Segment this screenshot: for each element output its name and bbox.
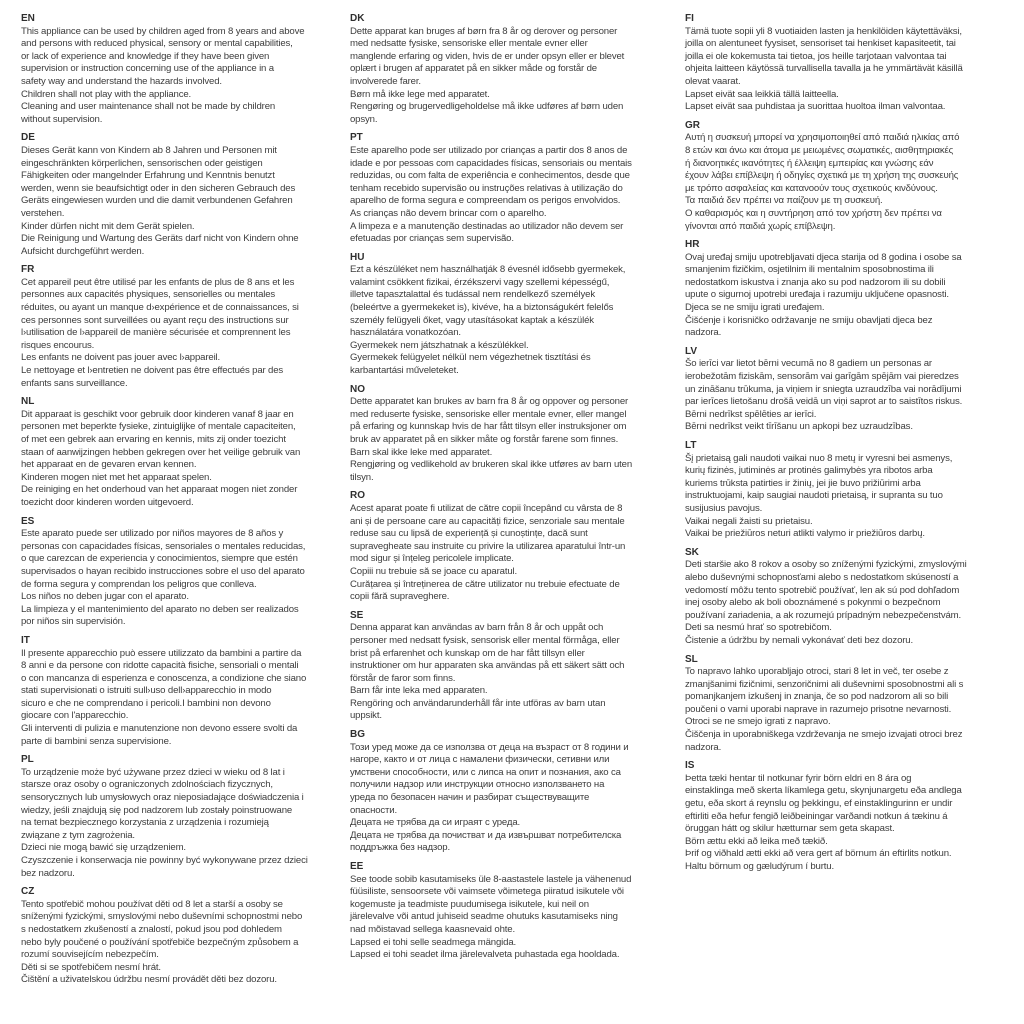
language-code-label: IT: [21, 634, 30, 646]
instruction-line: smanjenim fizičkim, osjetilnim ili mentalnim sposobnostima ili: [685, 264, 934, 276]
instruction-line: Gli interventi di pulizia e manutenzione non devono essere svolti da: [21, 723, 298, 735]
instruction-line: Šo ierīci var lietot bērni vecumā no 8 gadiem un personas ar: [685, 358, 932, 370]
instruction-line: Čiščenja in uporabniškega vzdrževanja ne smejo izvajati otroci brez: [685, 729, 963, 741]
instruction-line: Dieses Gerät kann von Kindern ab 8 Jahren und Personen mit: [21, 144, 277, 156]
instruction-line: bez nadzoru.: [21, 867, 75, 879]
instruction-line: kogemuste ja teadmiste puudumisega isikutele, kui neil on: [350, 898, 589, 910]
instruction-line: verstehen.: [21, 207, 65, 219]
language-section-dk: [350, 13, 680, 126]
instruction-line: Lapsed ei tohi seadet ilma järelevalveta puhastada ega hooldada.: [350, 949, 620, 961]
language-section-it: [21, 635, 347, 748]
instruction-line: Tämä tuote sopii yli 8 vuotiaiden lasten ja henkilöiden käytettäväksi,: [685, 25, 962, 37]
language-section-pl: [21, 754, 347, 880]
instruction-line: Rengøring og brugervedligeholdelse må ikke udføres af børn uden: [350, 101, 624, 113]
instruction-line: (beleértve a gyermekeket is), kivéve, ha a biztonságukért felelős: [350, 302, 614, 314]
instruction-line: efetuadas por crianças sem supervisão.: [350, 233, 514, 245]
instruction-line: To urządzenie może być używane przez dzieci w wieku od 8 lat i: [21, 766, 285, 778]
instruction-line: joilla on alentuneet fyysiset, sensoriset tai henkiset kapasiteetit, tai: [685, 38, 956, 50]
instruction-line: or lack of experience and knowledge if they have been given: [21, 50, 270, 62]
instruction-line: Lapset eivät saa puhdistaa ja suorittaa huoltoa ilman valvontaa.: [685, 101, 946, 113]
instruction-line: einstaklinga með skerta líkamlega getu, skynjunargetu eða andlega: [685, 785, 962, 797]
instruction-line: supervision or instruction concerning use of the appliance in a: [21, 63, 274, 75]
instruction-line: Czyszczenie i konserwacja nie powinny być wykonywane przez dzieci: [21, 855, 308, 866]
instruction-line: με τρόπο ασφαλείας και κατανοούν τους σχετικούς κινδύνους.: [685, 182, 938, 194]
language-code-label: FR: [21, 264, 35, 276]
instruction-line: Čistenie a údržbu by nemali vykonávať deti bez dozoru.: [685, 634, 914, 646]
instruction-line: Rengjøring og vedlikehold av brukeren skal ikke utføres av barn uten: [350, 459, 633, 471]
instruction-line: Lapsed ei tohi selle seadmega mängida.: [350, 936, 517, 948]
instruction-line: pomanjkanjem izkušenj in znanja, če so pod nadzorom ali so bili: [685, 691, 949, 703]
language-code-label: RO: [350, 490, 365, 502]
instruction-line: уреда по безопасен начин и разбират съществуващите: [350, 792, 590, 804]
instruction-line: De reiniging en het onderhoud van het apparaat mogen niet zonder: [21, 484, 298, 496]
language-section-de: [21, 132, 347, 258]
instruction-line: Kinderen mogen niet met het apparaat spelen.: [21, 471, 212, 483]
instruction-line: ierobežotām fiziskām, sensorām vai garīgām spējām vai pieredzes: [685, 371, 959, 383]
instruction-line: Децата не трябва да почистват и да извършват потребителска: [350, 829, 622, 841]
instruction-line: Barn får inte leka med apparaten.: [350, 685, 488, 697]
language-section-no: [350, 384, 680, 485]
instruction-line: involverede farer.: [350, 75, 421, 87]
instruction-line: o con mancanza di esperienza e conoscenza, a condizione che siano: [21, 672, 307, 684]
language-section-se: [350, 610, 680, 723]
column-2: [350, 13, 680, 968]
instruction-line: Tento spotřebič mohou používat děti od 8 let a starší a osoby se: [21, 898, 283, 910]
instruction-line: Otroci se ne smejo igrati z napravo.: [685, 716, 831, 728]
language-section-ro: [350, 490, 680, 603]
language-code-label: PT: [350, 132, 363, 144]
instruction-line: getu, eða skort á reynslu og þekkingu, ef einstaklingurinn er undir: [685, 798, 953, 810]
instruction-line: Dit apparaat is geschikt voor gebruik door kinderen vanaf 8 jaar en: [21, 408, 294, 420]
instruction-line: instruktuojami, kaip saugiai naudoti prietaisą, ir supranta su tuo: [685, 490, 943, 502]
instruction-line: idade e por pessoas com capacidades físicas, sensoriais ou mentais: [350, 157, 632, 169]
instruction-line: поддръжка без надзор.: [350, 842, 450, 854]
instruction-line: susijusius pavojus.: [685, 502, 763, 514]
instruction-line: kurių fizinės, jutiminės ar protinės galimybės yra ribotos arba: [685, 465, 933, 477]
instruction-line: Les enfants ne doivent pas jouer avec l›appareil.: [21, 352, 221, 364]
language-code-label: NL: [21, 396, 35, 408]
instruction-line: risques encourus.: [21, 339, 95, 351]
instruction-line: Die Reinigung und Wartung des Geräts darf nicht von Kindern ohne: [21, 233, 299, 245]
instruction-line: Este aparelho pode ser utilizado por crianças a partir dos 8 anos de: [350, 144, 628, 156]
instruction-line: Þrif og viðhald ætti ekki að vera gert af börnum án eftirlits notkun.: [685, 848, 952, 860]
language-section-hr: [685, 239, 1019, 340]
instruction-line: Children shall not play with the appliance.: [21, 88, 192, 100]
instruction-line: l›utilisation de l›appareil de manière sécurisée et comprennent les: [21, 327, 291, 339]
instruction-line: s nedostatkem zkušeností a znalostí, pokud jsou pod dohledem: [21, 923, 282, 935]
instruction-line: tenham recebido supervisão ou instruções relativas à utilização do: [350, 182, 623, 194]
instruction-line: Los niños no deben jugar con el aparato.: [21, 591, 189, 603]
instruction-line: Kinder dürfen nicht mit dem Gerät spielen.: [21, 220, 195, 232]
instruction-line: inej osoby alebo ak boli oboznámené s pokynmi o bezpečnom: [685, 597, 941, 609]
instruction-line: Gyermekek nem játszhatnak a készülékkel.: [350, 339, 529, 351]
instruction-line: Este aparato puede ser utilizado por niños mayores de 8 años y: [21, 528, 284, 540]
instruction-line: uppsikt.: [350, 710, 382, 722]
language-code-label: IS: [685, 760, 695, 772]
instruction-line: füüsiliste, sensoorsete või vaimsete võimetega piiratud isikutele või: [350, 886, 624, 898]
instruction-line: Börn ættu ekki að leika með tækið.: [685, 835, 828, 847]
language-section-nl: [21, 396, 347, 509]
instruction-line: Ovaj uređaj smiju upotrebljavati djeca starija od 8 godina i osobe sa: [685, 251, 962, 263]
instruction-line: supravegheate sau instruite cu privire la utilizarea aparatului într-un: [350, 540, 626, 552]
instruction-line: Děti si se spotřebičem nesmí hrát.: [21, 961, 161, 973]
instruction-line: Þetta tæki hentar til notkunar fyrir börn eldri en 8 ára og: [685, 772, 912, 784]
language-section-en: [21, 13, 347, 126]
instruction-line: enfants sans surveillance.: [21, 377, 128, 389]
language-section-sk: [685, 547, 1019, 648]
language-section-lt: [685, 440, 1019, 541]
instruction-line: o que carezcan de experiencia y conocimientos, siempre que estén: [21, 553, 298, 565]
instruction-line: alebo duševnými schopnosťami alebo s nedostatkom skúseností a: [685, 571, 959, 583]
instruction-line: parte di bambini senza supervisione.: [21, 735, 172, 747]
instruction-line: poučeni o varni uporabi naprave in razumejo prisotne nevarnosti.: [685, 703, 952, 715]
instruction-line: reduzidas, ou com falta de experiência e conhecimentos, desde que: [350, 170, 630, 182]
language-section-cz: [21, 886, 347, 987]
instruction-line: reduse sau cu lipsă de experiență și cunoștințe, dacă sunt: [350, 528, 588, 540]
instruction-line: karbantartási műveleteket.: [350, 365, 459, 377]
language-code-label: EE: [350, 861, 364, 872]
instruction-line: illetve tapasztalattal és tudással nem rendelkező személyek: [350, 289, 595, 301]
instruction-line: nadzora.: [685, 327, 722, 339]
instruction-line: oplært i brugen af apparatet på en sikker måde og forstår de: [350, 63, 597, 75]
instruction-line: opsyn.: [350, 113, 378, 125]
instruction-line: na temat bezpiecznego korzystania z urządzenia i rozumieją: [21, 817, 269, 829]
language-code-label: CZ: [21, 886, 35, 898]
instruction-line: As crianças não devem brincar com o aparelho.: [350, 207, 547, 219]
instruction-line: wiedzy, jeśli znajdują się pod nadzorem lub zostały poinstruowane: [21, 804, 293, 816]
instruction-line: aparelho de forma segura e compreendam os perigos envolvidos.: [350, 195, 621, 207]
language-code-label: DK: [350, 13, 365, 24]
language-code-label: HR: [685, 239, 700, 251]
language-code-label: GR: [685, 119, 700, 131]
instruction-line: Ο καθαρισμός και η συντήρηση από τον χρήστη δεν πρέπει να: [685, 207, 942, 219]
instruction-line: med reduserte fysiske, sensoriske eller mentale evner, eller mangel: [350, 408, 627, 420]
instruction-line: staan of aanwijzingen hebben gekregen over het veilige gebruik van: [21, 446, 301, 458]
instruction-line: förstår de faror som finns.: [350, 672, 456, 684]
instruction-line: To napravo lahko uporabljajo otroci, stari 8 let in več, ter osebe z: [685, 666, 949, 678]
instruction-line: personas con capacidades físicas, sensoriales o mentales reducidas,: [21, 540, 306, 552]
instruction-line: Rengöring och användarunderhåll får inte utföras av barn utan: [350, 697, 606, 709]
instruction-line: Børn må ikke lege med apparatet.: [350, 88, 490, 100]
instruction-line: personen met beperkte fysieke, zintuiglijke of mentale capaciteiten,: [21, 421, 296, 433]
instruction-line: starsze oraz osoby o ograniczonych zdolnościach fizycznych,: [21, 779, 273, 791]
instruction-line: Il presente apparecchio può essere utilizzato da bambini a partire da: [21, 647, 302, 659]
instruction-line: upute o sigurnoj upotrebi uređaja i razumiju uključene opasnosti.: [685, 289, 949, 301]
language-section-hu: [350, 252, 680, 378]
language-code-label: SK: [685, 546, 699, 558]
instruction-line: nebo byly poučené o používání spotřebiče bezpečným způsobem a: [21, 936, 299, 948]
language-section-bg: [350, 729, 680, 855]
instruction-line: používaní zariadenia, a ak rozumejú prípadným nebezpečenstvám.: [685, 609, 962, 621]
language-code-label: EN: [21, 13, 35, 24]
language-section-ee: [350, 861, 680, 962]
instruction-line: Dette apparat kan bruges af børn fra 8 år og derover og personer: [350, 25, 618, 37]
instruction-line: personer med nedsatt fysisk, sensorisk eller mental förmåga, eller: [350, 634, 620, 646]
instruction-line: 8 anni e da persone con ridotte capacità fisiche, sensoriali o mentali: [21, 660, 299, 672]
instruction-line: sensorycznych lub umysłowych oraz nieposiadające doświadczenia i: [21, 792, 304, 804]
instruction-line: Geräts eingewiesen wurden und die damit verbundenen Gefahren: [21, 195, 293, 207]
language-code-label: SL: [685, 653, 698, 665]
instruction-line: par ierīces lietošanu drošā veidā un viņi saprot ar to saistītos riskus.: [685, 396, 963, 408]
instruction-line: получили надзор или инструкции относно използването на: [350, 779, 605, 791]
instruction-line: związane z tym zagrożenia.: [21, 829, 135, 841]
instruction-line: A limpeza e a manutenção destinadas ao utilizador não devem ser: [350, 220, 624, 232]
instruction-line: Τα παιδιά δεν πρέπει να παίζουν με τη συσκευή.: [685, 195, 883, 207]
instruction-line: copii fără supraveghere.: [350, 591, 450, 603]
instruction-line: умствени способности, или с липса на опит и познания, ако са: [350, 766, 621, 778]
instruction-line: mod sigur și înțeleg pericolele implicate.: [350, 553, 514, 565]
language-code-label: HU: [350, 251, 365, 263]
instruction-line: Dette apparatet kan brukes av barn fra 8 år og oppover og personer: [350, 396, 629, 408]
instruction-line: Barn skal ikke leke med apparatet.: [350, 446, 493, 458]
instruction-line: sníženými fyzickými, smyslovými nebo duševními schopnostmi nebo: [21, 911, 303, 923]
instruction-line: réduites, ou ayant un manque d›expérience et de connaissances, si: [21, 302, 299, 314]
column-3: [685, 13, 1019, 880]
instruction-line: Acest aparat poate fi utilizat de către copii începând cu vârsta de 8: [350, 502, 623, 514]
instruction-line: Cet appareil peut être utilisé par les enfants de plus de 8 ans et les: [21, 276, 295, 288]
instruction-line: nedostatkom iskustva i znanja ako su pod nadzorom ili su dobili: [685, 276, 946, 288]
instruction-line: and persons with reduced physical, sensory or mental capabilities,: [21, 38, 293, 50]
instruction-line: Curățarea și întreținerea de către utilizator nu trebuie efectuate de: [350, 578, 620, 590]
instruction-line: Αυτή η συσκευή μπορεί να χρησιμοποιηθεί από παιδιά ηλικίας από: [685, 132, 960, 144]
instruction-line: Haltu börnum og gæludýrum í burtu.: [685, 861, 835, 872]
instruction-line: This appliance can be used by children aged from 8 years and above: [21, 25, 305, 37]
language-section-fr: [21, 264, 347, 390]
instruction-line: See toode sobib kasutamiseks üle 8-aastastele lastele ja vähenenud: [350, 873, 632, 885]
instruction-line: ohjeita laitteen käytössä turvallisella tavalla ja he ymmärtävät käsillä: [685, 63, 963, 75]
instruction-line: nadzora.: [685, 741, 722, 753]
instruction-line: Dzieci nie mogą bawić się urządzeniem.: [21, 842, 186, 854]
language-section-sl: [685, 654, 1019, 755]
instruction-line: Fähigkeiten oder mangelnder Erfahrung und Kenntnis benutzt: [21, 170, 275, 182]
instruction-line: Šį prietaisą gali naudoti vaikai nuo 8 metų ir vyresni bei asmenys,: [685, 452, 953, 464]
language-section-gr: [685, 120, 1019, 233]
instruction-line: sicuro e che ne comprendano i pericoli.I bambini non devono: [21, 697, 271, 709]
instruction-line: Čištění a uživatelskou údržbu nesmí provádět děti bez dozoru.: [21, 974, 277, 986]
language-code-label: FI: [685, 13, 694, 24]
instruction-line: Децата не трябва да си играят с уреда.: [350, 817, 521, 829]
instruction-line: eingeschränkten körperlichen, sensorischen oder geistigen: [21, 157, 263, 169]
language-section-es: [21, 516, 347, 629]
instruction-line: Copiii nu trebuie să se joace cu aparatul.: [350, 565, 518, 577]
language-code-label: LV: [685, 345, 698, 357]
instruction-line: έχουν λάβει επίβλεψη ή οδηγίες σχετικά με τη χρήση της συσκευής: [685, 170, 959, 182]
instruction-line: γίνονται από παιδιά χωρίς επίβλεψη.: [685, 220, 836, 232]
instruction-line: Cleaning and user maintenance shall not be made by children: [21, 101, 276, 113]
language-code-label: BG: [350, 729, 365, 741]
instruction-line: instruktioner om hur apparaten ska användas på ett säkert sätt och: [350, 660, 625, 672]
instruction-line: Gyermekek felügyelet nélkül nem végezhetnek tisztítási és: [350, 352, 591, 364]
column-1: [21, 13, 347, 993]
instruction-line: 8 ετών και άνω και άτομα με μειωμένες σωματικές, αισθητηριακές: [685, 144, 954, 156]
instruction-line: kuriems trūksta patirties ir žinių, jei jie buvo prižiūrimi arba: [685, 477, 921, 489]
instruction-line: Vaikai negali žaisti su prietaisu.: [685, 515, 813, 527]
language-code-label: LT: [685, 440, 697, 451]
instruction-line: järelevalve või antud juhiseid seadme ohutuks kasutamiseks ning: [350, 911, 618, 923]
instruction-line: joilla ei ole kokemusta tai tietoa, jos heille tarjotaan valvontaa tai: [685, 50, 947, 62]
instruction-line: por niños sin supervisión.: [21, 616, 126, 628]
language-section-is: [685, 760, 1019, 873]
instruction-line: ή διανοητικές ικανότητες ή έλλειψη εμπειρίας και γνώσης εάν: [685, 157, 934, 169]
instruction-line: Този уред може да се използва от деца на възраст от 8 години и: [350, 741, 629, 753]
instruction-line: giocare con l'apparecchio.: [21, 710, 129, 722]
language-code-label: DE: [21, 132, 35, 144]
instruction-line: Le nettoyage et l›entretien ne doivent pas être effectués par des: [21, 365, 284, 377]
instruction-line: használatára vonatkozóan.: [350, 327, 461, 339]
instruction-line: La limpieza y el mantenimiento del aparato no deben ser realizados: [21, 603, 299, 615]
instruction-line: werden, wenn sie beaufsichtigt oder in den sicheren Gebrauch des: [21, 182, 296, 194]
language-section-lv: [685, 346, 1019, 434]
instruction-line: Deti staršie ako 8 rokov a osoby so zníženými fyzickými, zmyslovými: [685, 559, 967, 571]
instruction-line: zmanjšanimi fizičnimi, senzoričnimi ali duševnimi sposobnostmi ali s: [685, 678, 964, 690]
instruction-line: Deti sa nesmú hrať so spotrebičom.: [685, 622, 832, 634]
instruction-line: rozumí souvisejícím nebezpečím.: [21, 949, 159, 961]
language-code-label: ES: [21, 515, 35, 527]
instruction-line: toezicht door kinderen worden uitgevoerd.: [21, 496, 194, 508]
instruction-line: på erfaring og kunnskap hvis de har fått tilsyn eller instruksjoner om: [350, 421, 627, 433]
instruction-line: öruggan hátt og skilur hætturnar sem geta skapast.: [685, 823, 895, 835]
instruction-line: valamint csökkent fizikai, érzékszervi vagy szellemi képességű,: [350, 276, 610, 288]
instruction-line: olevat vaarat.: [685, 75, 741, 87]
instruction-line: Ezt a készüléket nem használhatják 8 évesnél idősebb gyermekek,: [350, 264, 626, 276]
instruction-line: нагоре, както и от лица с намалени физически, сетивни или: [350, 754, 610, 766]
language-code-label: SE: [350, 609, 364, 621]
instruction-line: Denna apparat kan användas av barn från 8 år och uppåt och: [350, 622, 604, 634]
instruction-line: stati supervisionati o istruiti sull›uso dell›apparecchio in modo: [21, 685, 272, 697]
language-code-label: NO: [350, 383, 365, 395]
instruction-line: Djeca se ne smiju igrati uređajem.: [685, 302, 825, 314]
instruction-line: de forma segura y comprendan los peligros que conlleva.: [21, 578, 257, 590]
instruction-line: of met een gebrek aan ervaring en kennis, mits zij onder toezicht: [21, 434, 286, 445]
instruction-line: Bērni nedrīkst spēlēties ar ierīci.: [685, 408, 817, 420]
instruction-line: vedomostí môžu tento spotrebič používať, len ak sú pod dohľadom: [685, 584, 960, 596]
instruction-line: ces personnes sont surveillées ou ayant reçu des instructions sur: [21, 314, 289, 326]
instruction-line: nad mõistavad sellega kaasnevaid ohte.: [350, 923, 515, 935]
instruction-line: Bērni nedrīkst veikt tīrīšanu un apkopi bez uzraudzības.: [685, 421, 913, 433]
language-section-fi: [685, 13, 1019, 114]
instruction-line: Lapset eivät saa leikkiä tällä laitteella.: [685, 88, 839, 100]
instruction-line: personnes aux capacités physiques, sensorielles ou mentales: [21, 289, 276, 301]
instruction-line: опасности.: [350, 804, 398, 816]
instruction-line: het apparaat en de gevaren ervan kennen.: [21, 459, 197, 471]
instruction-line: without supervision.: [21, 113, 103, 125]
instruction-line: brist på erfarenhet och kunskap om de har fått tillsyn eller: [350, 647, 585, 659]
instruction-line: un zināšanu trūkuma, ja viņiem ir sniegta uzraudzība vai norādījumi: [685, 383, 962, 395]
instruction-line: manglende erfaring og viden, hvis de er under opsyn eller er blevet: [350, 50, 625, 62]
instruction-line: személy felügyeli őket, vagy utasításokat kaptak a készülék: [350, 314, 594, 326]
instruction-line: supervisados o hayan recibido instrucciones sobre el uso del aparato: [21, 565, 305, 577]
language-section-pt: [350, 132, 680, 245]
instruction-line: safety way and understand the hazards involved.: [21, 75, 222, 87]
instruction-line: Vaikai be priežiūros neturi atlikti valymo ir priežiūros darbų.: [685, 528, 925, 540]
instruction-line: tilsyn.: [350, 471, 374, 483]
instruction-line: Čišćenje i korisničko održavanje ne smiju obavljati djeca bez: [685, 314, 933, 326]
instruction-line: med nedsatte fysiske, sensoriske eller mentale evner eller: [350, 38, 588, 50]
instruction-line: eftirliti eða hefur fengið leiðbeiningar varðandi notkun á tækinu á: [685, 810, 948, 822]
instruction-line: bruk av apparatet på en sikker måte og forstår farene som finnes.: [350, 434, 619, 445]
language-code-label: PL: [21, 754, 34, 766]
instruction-line: Aufsicht durchgeführt werden.: [21, 245, 145, 257]
instruction-line: ani și de persoane care au capacități fizice, senzoriale sau mentale: [350, 515, 625, 527]
